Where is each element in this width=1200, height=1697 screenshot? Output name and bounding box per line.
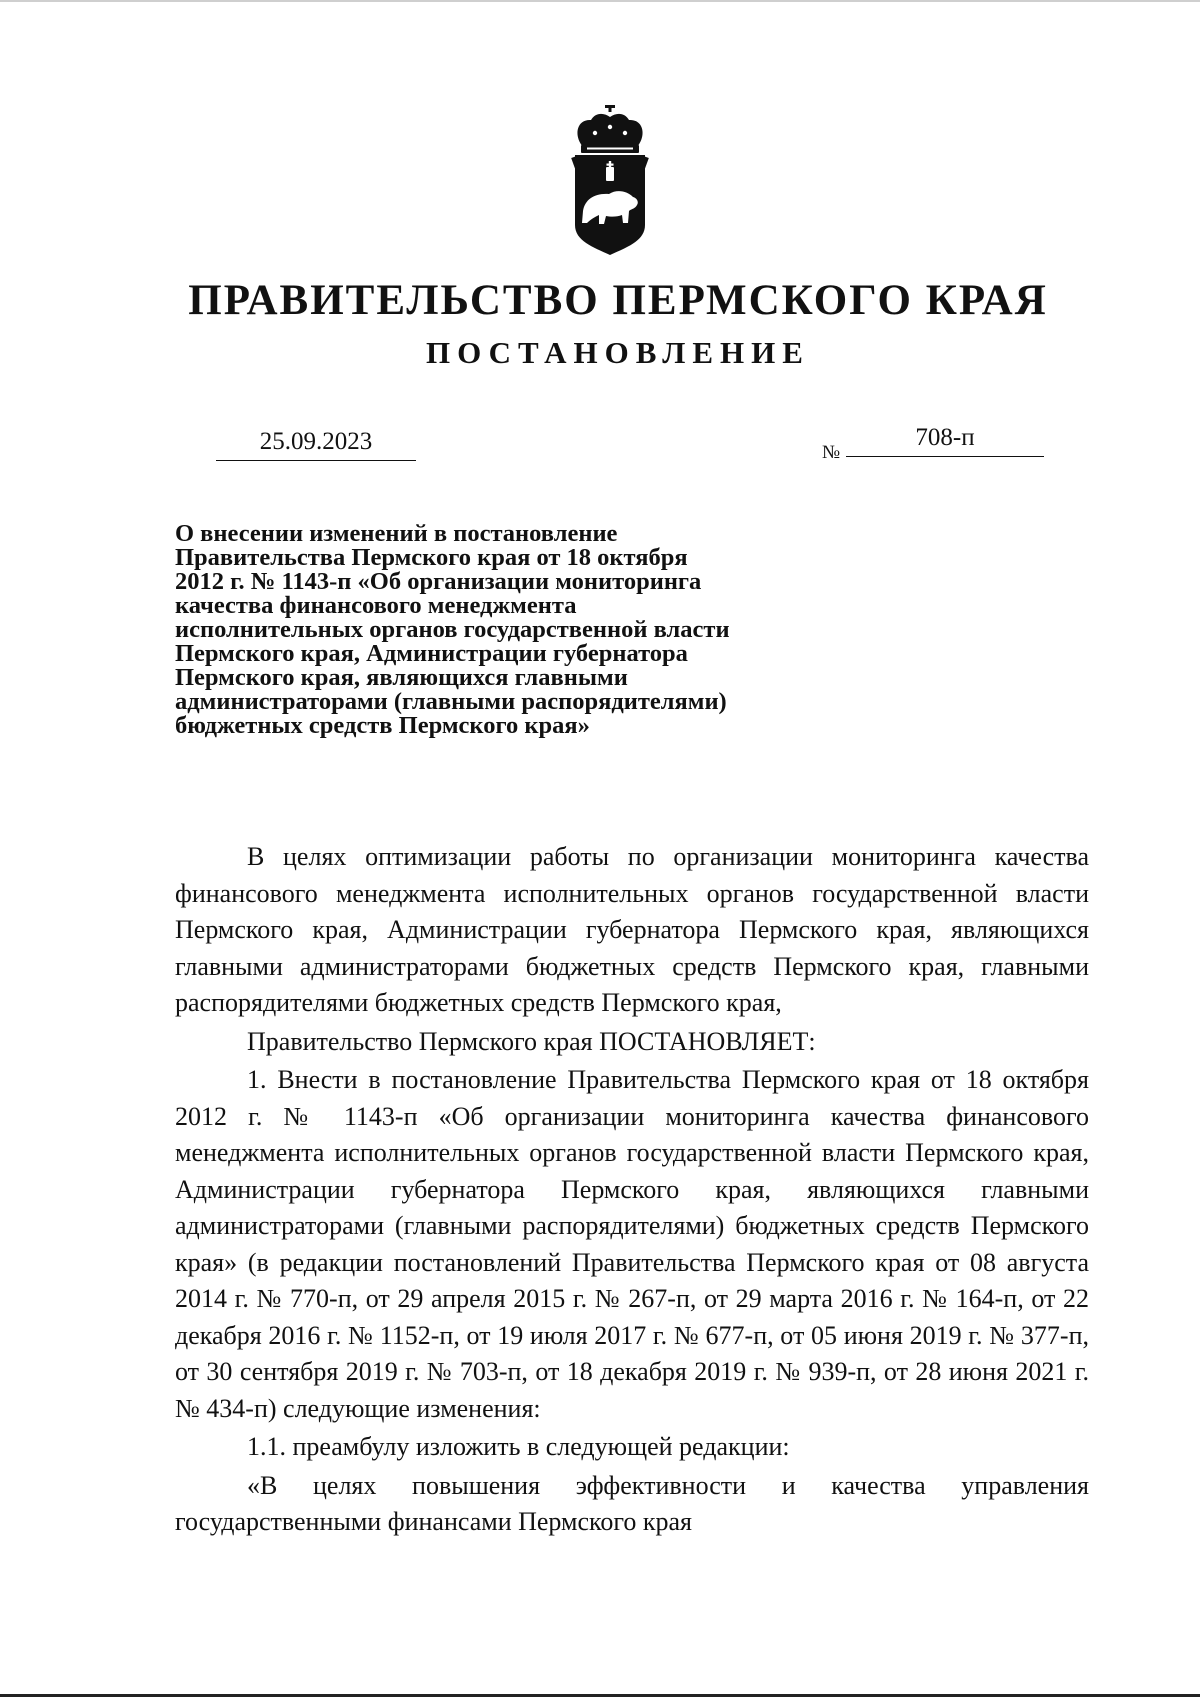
body-paragraph-item-1-1: 1.1. преамбулу изложить в следующей редакции:	[247, 1432, 790, 1461]
page-top-edge	[0, 0, 1200, 2]
subject-line: исполнительных органов государственной власти	[175, 616, 730, 643]
subject-line: О внесении изменений в постановление	[175, 520, 618, 547]
subject-line: администраторами (главными распорядителями)	[175, 688, 727, 715]
subject-line: Правительства Пермского края от 18 октября	[175, 544, 688, 571]
document-body	[175, 839, 1089, 1543]
number-sign: №	[822, 442, 841, 463]
document-type-title: ПОСТАНОВЛЕНИЕ	[426, 335, 810, 370]
document-date: 25.09.2023	[216, 424, 416, 461]
body-paragraph-resolves: Правительство Пермского края ПОСТАНОВЛЯЕТ:	[247, 1026, 816, 1056]
perm-krai-coat-of-arms-icon	[565, 105, 655, 257]
body-paragraph-preamble: В целях оптимизации работы по организации мониторинга качества финансового менеджмента исполнительных органов государственной власти Пермского края, Администрации губернатора Пермского края, являющихся главными администраторами бюджетных средств Пермского края, главными распорядителями бюджетных средств Пермского края,	[175, 842, 1089, 1017]
government-title: ПРАВИТЕЛЬСТВО ПЕРМСКОГО КРАЯ	[188, 277, 1048, 324]
subject-line: 2012 г. № 1143-п «Об организации мониторинга	[175, 568, 702, 595]
subject-line: бюджетных средств Пермского края»	[175, 712, 590, 739]
subject-line: Пермского края, являющихся главными	[175, 664, 628, 691]
subject-line: качества финансового менеджмента	[175, 592, 577, 619]
subject-line: Пермского края, Администрации губернатора	[175, 640, 688, 667]
body-paragraph-quote: «В целях повышения эффективности и качества управления государственными финансами Пермского края	[175, 1470, 1089, 1536]
document-number: 708-п	[846, 420, 1044, 457]
body-paragraph-item-1: 1. Внести в постановление Правительства Пермского края от 18 октября 2012 г. № 1143-п «Об организации мониторинга качества финансового менеджмента исполнительных органов государственной власти Пермского края, Администрации губернатора Пермского края, являющихся главными администраторами (главными распорядителями) бюджетных средств Пермского края» (в редакции постановлений Правительства Пермского края от 08 августа 2014 г. № 770-п, от 29 апреля 2015 г. № 267-п, от 29 марта 2016 г. № 164-п, от 22 декабря 2016 г. № 1152-п, от 19 июля 2017 г. № 677-п, от 05 июня 2019 г. № 377-п, от 30 сентября 2019 г. № 703-п, от 18 декабря 2019 г. № 939-п, от 28 июня 2021 г. № 434-п) следующие изменения:	[175, 1065, 1089, 1423]
document-subject	[175, 522, 855, 738]
